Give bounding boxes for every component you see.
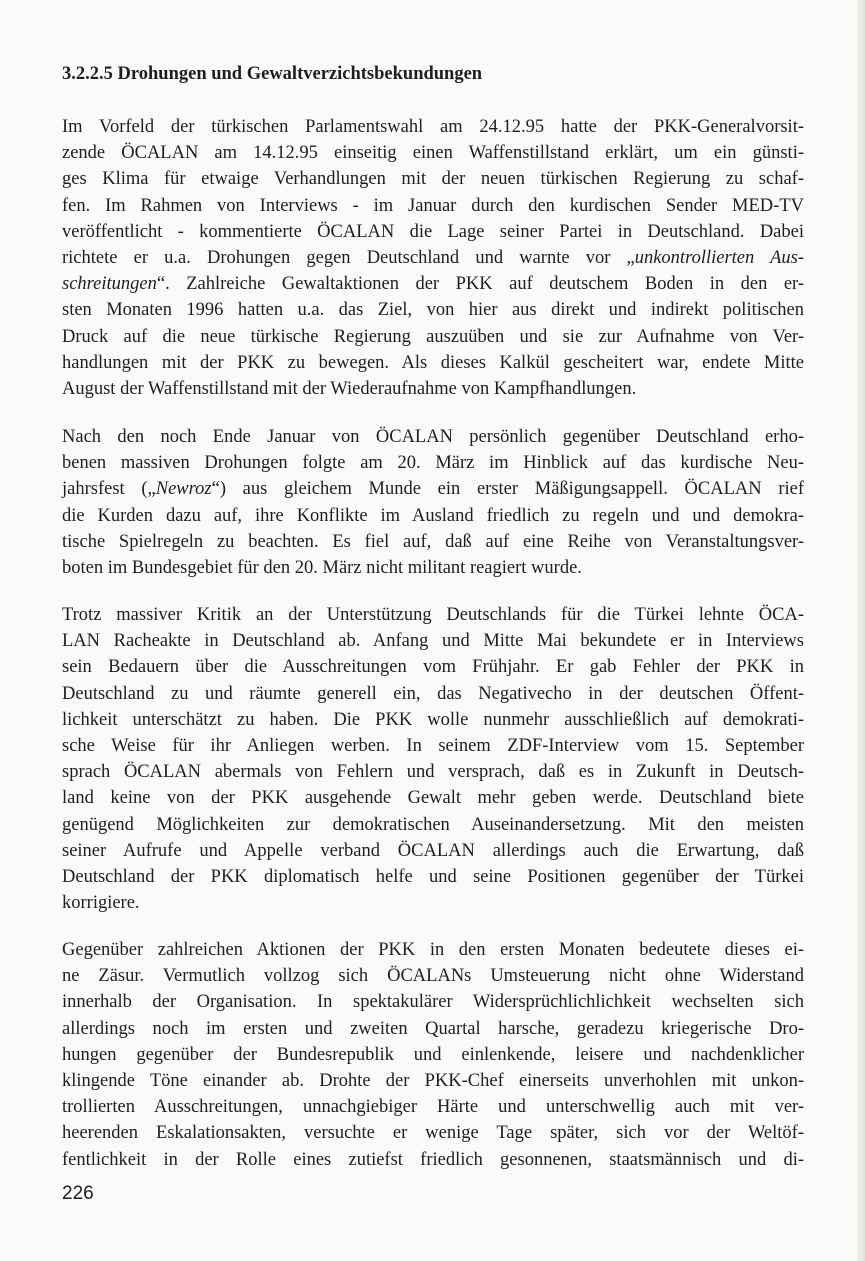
- text-line: Im Vorfeld der türkischen Parlamentswahl am 24.12.95 hatte der PKK-Generalvorsit-: [62, 117, 804, 137]
- text-line: tische Spielregeln zu beachten. Es fiel auf, daß auf eine Reihe von Veranstaltungsver-: [62, 531, 804, 552]
- text-line: Druck auf die neue türkische Regierung auszuüben und sie zur Aufnahme von Ver-: [62, 326, 804, 347]
- paragraph-waffenstillstand: [62, 114, 804, 402]
- text-line: klingende Töne einander ab. Drohte der PKK-Chef einerseits unverhohlen mit unkon-: [62, 1070, 804, 1091]
- text-line: seiner Aufrufe und Appelle verband ÖCALAN allerdings auch die Erwartung, daß: [62, 840, 804, 861]
- text-line: die Kurden dazu auf, ihre Konflikte im Ausland friedlich zu regeln und und demokra-: [62, 505, 804, 526]
- text-line: fentlichkeit in der Rolle eines zutiefst friedlich gesonnenen, staatsmännisch und di-: [62, 1149, 804, 1170]
- text-line: Deutschland zu und räumte generell ein, das Negativecho in der deutschen Öffent-: [62, 683, 804, 704]
- text-line: heerenden Eskalationsakten, versuchte er wenige Tage später, sich vor der Weltöf-: [62, 1123, 804, 1144]
- text-line: trollierten Ausschreitungen, unnachgiebiger Härte und unterschwellig auch mit ver-: [62, 1097, 804, 1118]
- italic-quote: schreitungen: [62, 274, 157, 295]
- text-line: August der Waffenstillstand mit der Wiederaufnahme von Kampfhandlungen.: [62, 378, 637, 399]
- italic-newroz: Newroz: [155, 479, 212, 500]
- text-line: fen. Im Rahmen von Interviews - im Januar durch den kurdischen Sender MED-TV: [62, 195, 804, 216]
- page-number: 226: [62, 1183, 94, 1204]
- text-line: veröffentlicht - kommentierte ÖCALAN die Lage seiner Partei in Deutschland. Dabei: [62, 221, 804, 242]
- text-line: handlungen mit der PKK zu bewegen. Als dieses Kalkül gescheitert war, endete Mitte: [62, 352, 804, 373]
- text-line: LAN Racheakte in Deutschland ab. Anfang und Mitte Mai bekundete er in Interviews: [62, 631, 804, 652]
- text-line: sche Weise für ihr Anliegen werben. In seinem ZDF-Interview vom 15. September: [62, 735, 804, 756]
- italic-quote: unkontrollierten Aus-: [634, 247, 804, 268]
- text-line: sprach ÖCALAN abermals von Fehlern und versprach, daß es in Zukunft in Deutsch-: [62, 762, 804, 783]
- text-line: hungen gegenüber der Bundesrepublik und einlenkende, leisere und nachdenklicher: [62, 1044, 804, 1065]
- text-line: zende ÖCALAN am 14.12.95 einseitig einen Waffenstillstand erklärt, um ein günsti-: [62, 143, 804, 164]
- text-line: sten Monaten 1996 hatten u.a. das Ziel, von hier aus direkt und indirekt politischen: [62, 300, 804, 321]
- text-line: allerdings noch im ersten und zweiten Quartal harsche, geradezu kriegerische Dro-: [62, 1018, 804, 1039]
- text-line: sein Bedauern über die Ausschreitungen vom Frühjahr. Er gab Fehler der PKK in: [62, 657, 804, 678]
- text-line: ne Zäsur. Vermutlich vollzog sich ÖCALANs Umsteuerung nicht ohne Widerstand: [62, 966, 804, 987]
- text-line: boten im Bundesgebiet für den 20. März nicht militant reagiert wurde.: [62, 557, 582, 578]
- text-line: lichkeit unterschätzt zu haben. Die PKK wolle nunmehr ausschließlich auf demokrati-: [62, 709, 804, 730]
- text-line: benen massiven Drohungen folgte am 20. März im Hinblick auf das kurdische Neu-: [62, 453, 804, 474]
- text-line: Deutschland der PKK diplomatisch helfe und seine Positionen gegenüber der Türkei: [62, 866, 804, 887]
- paragraph-newroz: [62, 424, 804, 581]
- text-line: richtete er u.a. Drohungen gegen Deutschland und warnte vor „unkontrollierten Aus-: [62, 247, 804, 268]
- section-heading: 3.2.2.5 Drohungen und Gewaltverzichtsbekundungen: [62, 64, 483, 84]
- text-line: Nach den noch Ende Januar von ÖCALAN persönlich gegenüber Deutschland erho-: [62, 427, 804, 447]
- text-line: ges Klima für etwaige Verhandlungen mit der neuen türkischen Regierung zu schaf-: [62, 169, 804, 190]
- text-line: schreitungen“. Zahlreiche Gewaltaktionen der PKK auf deutschem Boden in den er-: [62, 274, 804, 295]
- text-line: land keine von der PKK ausgehende Gewalt mehr geben werde. Deutschland biete: [62, 788, 804, 809]
- paragraph-zdf-interview: [62, 602, 804, 916]
- page-edge-shadow: [857, 0, 865, 1261]
- paragraph-zaesur: [62, 937, 804, 1173]
- text-line: Trotz massiver Kritik an der Unterstützung Deutschlands für die Türkei lehnte ÖCA-: [62, 605, 804, 625]
- text-line: korrigiere.: [62, 893, 140, 914]
- text-line: Gegenüber zahlreichen Aktionen der PKK in den ersten Monaten bedeutete dieses ei-: [62, 940, 804, 960]
- text-line: jahrsfest („Newroz“) aus gleichem Munde ein erster Mäßigungsappell. ÖCALAN rief: [62, 479, 804, 500]
- text-line: innerhalb der Organisation. In spektakulärer Widersprüchlichlichkeit wechselten sich: [62, 992, 804, 1013]
- text-line: genügend Möglichkeiten zur demokratischen Auseinandersetzung. Mit den meisten: [62, 814, 804, 835]
